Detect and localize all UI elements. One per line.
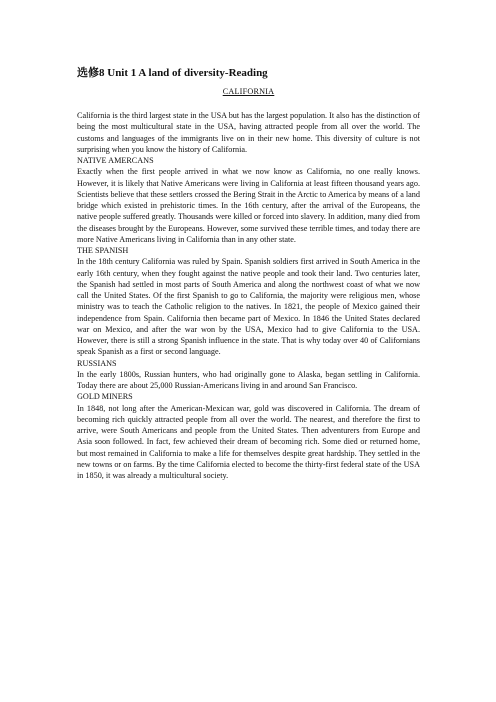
section-text-gold-miners: In 1848, not long after the American-Mexican war, gold was discovered in California. The dream of becoming rich quickly attracted people from all over the world. The nearest, and therefore the first to arrive, were South Americans and people from the United States. Then adventurers from Europe and Asia soon followed. In fact, few achieved their dream of becoming rich. Some died or returned home, but most remained in California to make a life for themselves despite great hardship. They settled in the new towns or on farms. By the time California elected to become the thirty-first federal state of the USA in 1850, it was already a multicultural society. (77, 403, 420, 480)
section-heading-russians: RUSSIANS (77, 358, 117, 368)
section-text-russians: In the early 1800s, Russian hunters, who had originally gone to Alaska, began settling in California. Today there are about 25,000 Russian-Americans living in and around San Francisco. (77, 369, 420, 390)
section-text-native-americans: Exactly when the first people arrived in what we now know as California, no one really knows. However, it is likely that Native Americans were living in California at least fifteen thousand years ago. Scientists believe that these settlers crossed the Bering Strait in the Arctic to America by means of a land bridge which existed in prehistoric times. In the 16th century, after the arrival of the Europeans, the native people suffered greatly. Thousands were killed or forced into slavery. In addition, many died from the diseases brought by the Europeans. However, some survived these terrible times, and today there are more Native Americans living in California than in any other state. (77, 167, 420, 244)
intro-paragraph: California is the third largest state in the USA but has the largest population. It also has the distinction of being the most multicultural state in the USA, having attracted people from all over the world. The customs and languages of the immigrants live on in their new home. This diversity of culture is not surprising when you know the history of California. (77, 111, 420, 154)
section-heading-spanish: THE SPANISH (77, 246, 129, 255)
section-heading-native-americans: NATIVE AMERCANS (77, 156, 154, 165)
document-title: 选修8 Unit 1 A land of diversity-Reading (77, 67, 268, 79)
section-text-spanish: In the 18th century California was ruled by Spain. Spanish soldiers first arrived in South America in the early 16th century, when they fought against the native people and took their land. Two centuries later, the Spanish had settled in most parts of South America and along the northwest coast of what we now call the United States. Of the first Spanish to go to California, the majority were religious men, whose ministry was to teach the Catholic religion to the natives. In 1821, the people of Mexico gained their independence from Spain. California then became part of Mexico. In 1846 the United States declared war on Mexico, and after the war won by the USA, Mexico had to give California to the USA. However, there is still a strong Spanish influence in the state. That is why today over 40 of Californians speak Spanish as a first or second language. (77, 257, 420, 357)
document-subtitle: CALIFORNIA (222, 87, 275, 96)
section-heading-gold-miners: GOLD MINERS (77, 392, 133, 402)
document-page (77, 66, 420, 481)
